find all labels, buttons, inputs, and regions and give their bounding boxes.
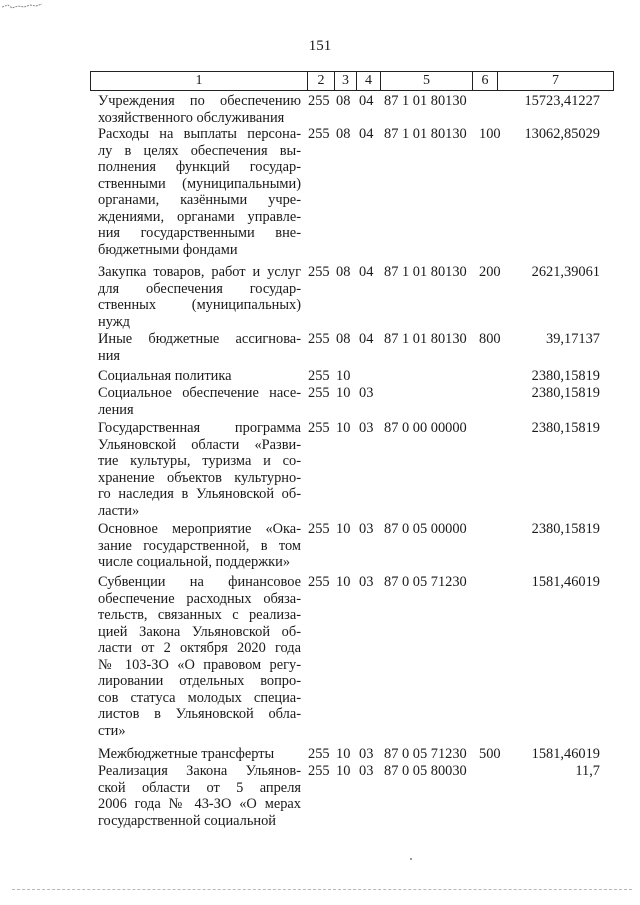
description-line: ской области от 5 апреля (98, 779, 301, 796)
target-article-code: 87 1 01 80130 (384, 331, 467, 347)
description-line: ждениями, органами управле- (98, 208, 301, 225)
subsection-code: 04 (359, 264, 374, 280)
subsection-code: 04 (359, 126, 374, 142)
section-code: 10 (336, 521, 351, 537)
row-description (98, 763, 301, 829)
description-line: № 103-ЗО «О правовом регу- (98, 656, 301, 673)
section-code: 10 (336, 746, 351, 762)
description-line: ственных (муниципальных) (98, 297, 301, 313)
row-description (98, 264, 301, 330)
description-line: Основное мероприятие «Ока- (98, 521, 301, 537)
description-line: цией Закона Ульяновской об- (98, 623, 301, 640)
amount-value: 1581,46019 (531, 746, 600, 762)
amount-value: 13062,85029 (524, 126, 600, 142)
row-description (98, 521, 301, 571)
header-col-1: 1 (195, 73, 203, 88)
row-description (98, 331, 301, 364)
target-article-code: 87 1 01 80130 (384, 93, 467, 109)
subsection-code: 03 (359, 420, 374, 436)
description-line: числе социальной, поддержки» (98, 554, 291, 570)
header-col-7: 7 (497, 72, 613, 90)
ministry-code: 255 (308, 264, 330, 280)
amount-value: 11,7 (575, 763, 600, 779)
ministry-code: 255 (308, 763, 330, 779)
expense-type-code: 100 (479, 126, 501, 142)
subsection-code: 03 (359, 574, 374, 590)
row-description (98, 420, 301, 519)
ministry-code: 255 (308, 368, 330, 384)
ministry-code: 255 (308, 93, 330, 109)
description-line: Учреждения по обеспечению (98, 93, 301, 109)
section-code: 08 (336, 126, 351, 142)
description-line: Реализация Закона Ульянов- (98, 763, 301, 779)
expense-type-code: 200 (479, 264, 501, 280)
ministry-code: 255 (308, 574, 330, 590)
amount-value: 15723,41227 (524, 93, 600, 109)
amount-value: 2380,15819 (531, 368, 600, 384)
amount-value: 2380,15819 (531, 385, 600, 401)
row-description (98, 574, 301, 739)
header-col-2: 2 (307, 72, 334, 90)
scan-speck (410, 858, 412, 860)
target-article-code: 87 1 01 80130 (384, 264, 467, 280)
description-line: сов статуса молодых специа- (98, 689, 301, 706)
section-code: 10 (336, 368, 351, 384)
row-description (98, 126, 301, 258)
description-line: полнения функций государ- (98, 159, 301, 175)
description-line: го наследия в Ульяновской об- (98, 486, 301, 502)
row-description (98, 368, 301, 385)
section-code: 10 (336, 420, 351, 436)
description-line: ласти от 2 октября 2020 года (98, 640, 301, 656)
ministry-code: 255 (308, 331, 330, 347)
row-description (98, 93, 301, 126)
target-article-code: 87 0 05 71230 (384, 746, 467, 762)
section-code: 08 (336, 264, 351, 280)
header-col-5: 5 (380, 72, 472, 90)
description-line: зание государственной, в том (98, 537, 301, 554)
amount-value: 2621,39061 (531, 264, 600, 280)
ministry-code: 255 (308, 126, 330, 142)
ministry-code: 255 (308, 420, 330, 436)
description-line: ственными (муниципальными) (98, 175, 301, 192)
description-line: листов в Ульяновской обла- (98, 706, 301, 722)
description-line: 2006 года № 43-ЗО «О мерах (98, 796, 301, 812)
description-line: сти» (98, 722, 126, 739)
amount-value: 1581,46019 (531, 574, 600, 590)
description-line: Ульяновской области «Разви- (98, 436, 301, 453)
description-line: государственной социальной (98, 812, 276, 829)
description-line: Закупка товаров, работ и услуг (98, 264, 301, 280)
subsection-code: 03 (359, 763, 374, 779)
description-line: Межбюджетные трансферты (98, 746, 275, 762)
description-line: лировании отдельных вопро- (98, 673, 301, 689)
description-line: ния (98, 347, 121, 364)
description-line: Государственная программа (98, 420, 301, 436)
subsection-code: 04 (359, 331, 374, 347)
description-line: обеспечение расходных обяза- (98, 590, 301, 607)
scan-bottom-edge (12, 889, 632, 891)
subsection-code: 03 (359, 521, 374, 537)
ministry-code: 255 (308, 521, 330, 537)
description-line: ласти» (98, 502, 140, 519)
description-line: Социальная политика (98, 368, 232, 384)
description-line: тельств, связанных с реализа- (98, 607, 301, 623)
target-article-code: 87 0 00 00000 (384, 420, 467, 436)
description-line: ления (98, 401, 134, 418)
target-article-code: 87 0 05 71230 (384, 574, 467, 590)
header-col-4: 4 (356, 72, 380, 90)
header-col-3: 3 (334, 72, 356, 90)
target-article-code: 87 1 01 80130 (384, 126, 467, 142)
description-line: хранение объектов культурно- (98, 469, 301, 486)
description-line: ния государственными вне- (98, 225, 301, 241)
amount-value: 2380,15819 (531, 420, 600, 436)
subsection-code: 03 (359, 385, 374, 401)
scan-artifact-mark (2, 3, 42, 11)
description-line: Расходы на выплаты персона- (98, 126, 301, 142)
ministry-code: 255 (308, 746, 330, 762)
subsection-code: 04 (359, 93, 374, 109)
table-header-row (90, 71, 614, 91)
description-line: Иные бюджетные ассигнова- (98, 331, 301, 347)
header-col-6: 6 (472, 72, 497, 90)
description-line: органами, казёнными учре- (98, 192, 301, 208)
description-line: нужд (98, 313, 130, 330)
description-line: для обеспечения государ- (98, 280, 301, 297)
description-line: тие культуры, туризма и со- (98, 453, 301, 469)
page-number: 151 (308, 38, 332, 54)
description-line: Социальное обеспечение насе- (98, 385, 301, 401)
section-code: 08 (336, 331, 351, 347)
description-line: хозяйственного обслуживания (98, 109, 285, 126)
amount-value: 39,17137 (546, 331, 600, 347)
expense-type-code: 800 (479, 331, 501, 347)
expense-type-code: 500 (479, 746, 501, 762)
section-code: 08 (336, 93, 351, 109)
subsection-code: 03 (359, 746, 374, 762)
description-line: бюджетными фондами (98, 241, 238, 258)
row-description (98, 746, 301, 763)
row-description (98, 385, 301, 418)
description-line: лу в целях обеспечения вы- (98, 142, 301, 159)
target-article-code: 87 0 05 00000 (384, 521, 467, 537)
ministry-code: 255 (308, 385, 330, 401)
section-code: 10 (336, 385, 351, 401)
section-code: 10 (336, 574, 351, 590)
target-article-code: 87 0 05 80030 (384, 763, 467, 779)
section-code: 10 (336, 763, 351, 779)
amount-value: 2380,15819 (531, 521, 600, 537)
description-line: Субвенции на финансовое (98, 574, 301, 590)
